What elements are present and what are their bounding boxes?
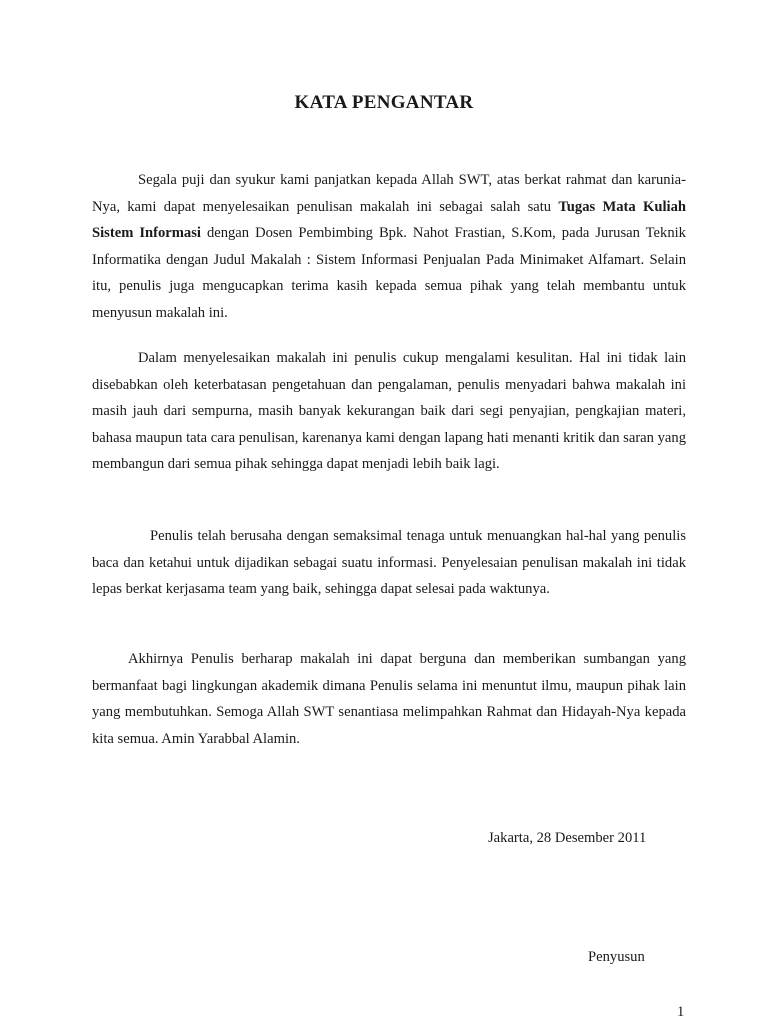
paragraph-1-text-start: Segala puji dan syukur kami panjatkan kepada Allah SWT, atas berkat rahmat dan karunia-Nya, kami dapat menyelesaikan penulisan makalah ini sebagai salah satu [92, 172, 686, 215]
paragraph-1 [92, 167, 686, 327]
paragraph-1-text-end: dengan Dosen Pembimbing Bpk. Nahot Frastian, S.Kom, pada Jurusan Teknik Informatika dengan Judul Makalah : Sistem Informasi Penjualan Pada Minimaket Alfamart. Selain itu, penulis juga mengucapkan terima kasih kepada semua pihak yang telah membantu untuk menyusun makalah ini. [92, 225, 686, 321]
place-date: Jakarta, 28 Desember 2011 [488, 830, 647, 846]
page-number: 1 [677, 1004, 685, 1020]
course-name-bold: Tugas Mata Kuliah Sistem Informasi [92, 198, 686, 242]
paragraph-3: Penulis telah berusaha dengan semaksimal tenaga untuk menuangkan hal-hal yang penulis baca dan ketahui untuk dijadikan sebagai suatu informasi. Penyelesaian penulisan makalah ini tidak lepas berkat kerjasama team yang baik, sehingga dapat selesai pada waktunya. [92, 528, 686, 598]
paragraph-2: Dalam menyelesaikan makalah ini penulis cukup mengalami kesulitan. Hal ini tidak lain disebabkan oleh keterbatasan pengetahuan dan pengalaman, penulis menyadari bahwa makalah ini masih jauh dari sempurna, masih banyak kekurangan baik dari segi penyajian, pengkajian materi, bahasa maupun tata cara penulisan, karenanya kami dengan lapang hati menanti kritik dan saran yang membangun dari semua pihak sehingga dapat menjadi lebih baik lagi. [92, 350, 686, 473]
signer-label: Penyusun [588, 949, 645, 965]
page-title: KATA PENGANTAR [294, 92, 474, 113]
paragraph-4: Akhirnya Penulis berharap makalah ini dapat berguna dan memberikan sumbangan yang bermanfaat bagi lingkungan akademik dimana Penulis selama ini menuntut ilmu, maupun pihak lain yang membutuhkan. Semoga Allah SWT senantiasa melimpahkan Rahmat dan Hidayah-Nya kepada kita semua. Amin Yarabbal Alamin. [92, 651, 686, 747]
